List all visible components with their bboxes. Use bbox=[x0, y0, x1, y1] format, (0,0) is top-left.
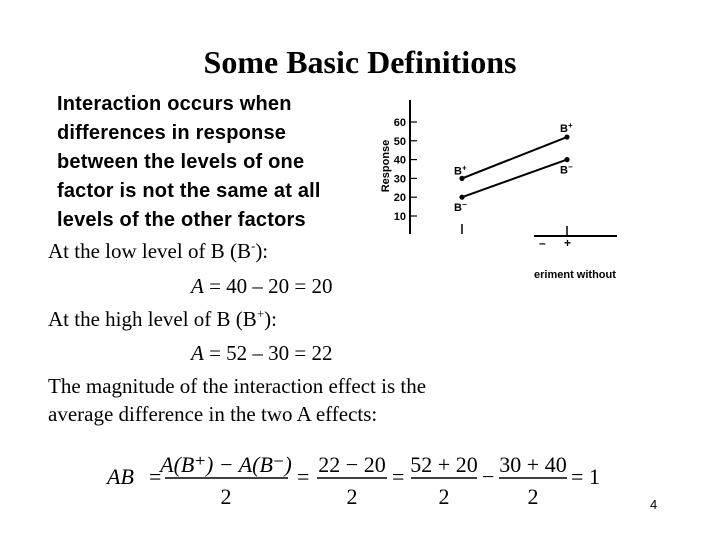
definition-line: levels of the other factors bbox=[57, 209, 306, 231]
low-level-intro: At the low level of B (B-): bbox=[48, 238, 269, 263]
data-point bbox=[564, 157, 569, 162]
formula-lhs: AB bbox=[107, 464, 134, 489]
high-level-equation: A = 52 – 30 = 22 bbox=[191, 341, 333, 365]
formula-equals: = bbox=[392, 464, 405, 489]
interaction-chart bbox=[374, 96, 624, 286]
data-point bbox=[564, 134, 569, 139]
x-tick-label-low: – bbox=[539, 236, 546, 250]
slide-number: 4 bbox=[650, 497, 658, 512]
y-tick-label: 60 bbox=[393, 117, 406, 129]
x-axis-caption: eriment without bbox=[534, 269, 616, 281]
interaction-formula bbox=[105, 450, 605, 510]
definition-line: between the levels of one bbox=[57, 151, 305, 173]
formula-den: 2 bbox=[220, 484, 232, 509]
formula-den: 2 bbox=[346, 484, 358, 509]
magnitude-text-line: average difference in the two A effects: bbox=[48, 402, 378, 426]
y-tick-label: 10 bbox=[393, 211, 406, 223]
y-tick-label: 40 bbox=[393, 154, 406, 167]
formula-num3: 52 + 20 bbox=[410, 452, 478, 477]
y-tick-label: 30 bbox=[393, 173, 406, 186]
definition-line: differences in response bbox=[57, 122, 287, 144]
data-point bbox=[459, 195, 464, 200]
definition-line: Interaction occurs when bbox=[57, 93, 292, 115]
series-label-left: B+ bbox=[454, 163, 467, 178]
formula-num4: 30 + 40 bbox=[499, 452, 567, 477]
formula-equals: = bbox=[297, 464, 310, 489]
magnitude-text-line: The magnitude of the interaction effect is the bbox=[48, 374, 427, 398]
slide-title: Some Basic Definitions bbox=[203, 44, 517, 80]
formula-den: 2 bbox=[527, 484, 539, 509]
series-line-b-minus bbox=[462, 160, 567, 198]
x-tick-label-high: + bbox=[564, 236, 572, 250]
series-line-b-plus bbox=[462, 137, 567, 178]
high-level-intro: At the high level of B (B+): bbox=[48, 306, 277, 331]
formula-minus: − bbox=[482, 464, 495, 489]
formula-rhs: 1 bbox=[589, 464, 600, 489]
formula-equals: = bbox=[571, 464, 584, 489]
formula-num1: A(B⁺) − A(B⁻) bbox=[160, 452, 292, 477]
formula-den: 2 bbox=[438, 484, 450, 509]
low-level-equation: A = 40 – 20 = 20 bbox=[191, 274, 333, 298]
formula-num2: 22 − 20 bbox=[318, 452, 386, 477]
y-tick-label: 20 bbox=[393, 192, 406, 205]
series-label-right: B+ bbox=[560, 121, 573, 136]
series-label-right: B− bbox=[560, 162, 573, 177]
series-label-left: B− bbox=[454, 200, 467, 215]
definition-line: factor is not the same at all bbox=[57, 180, 321, 202]
formula-equals: = bbox=[149, 464, 162, 489]
y-tick-label: 50 bbox=[393, 135, 406, 148]
chart-ylabel: Response bbox=[380, 139, 392, 193]
